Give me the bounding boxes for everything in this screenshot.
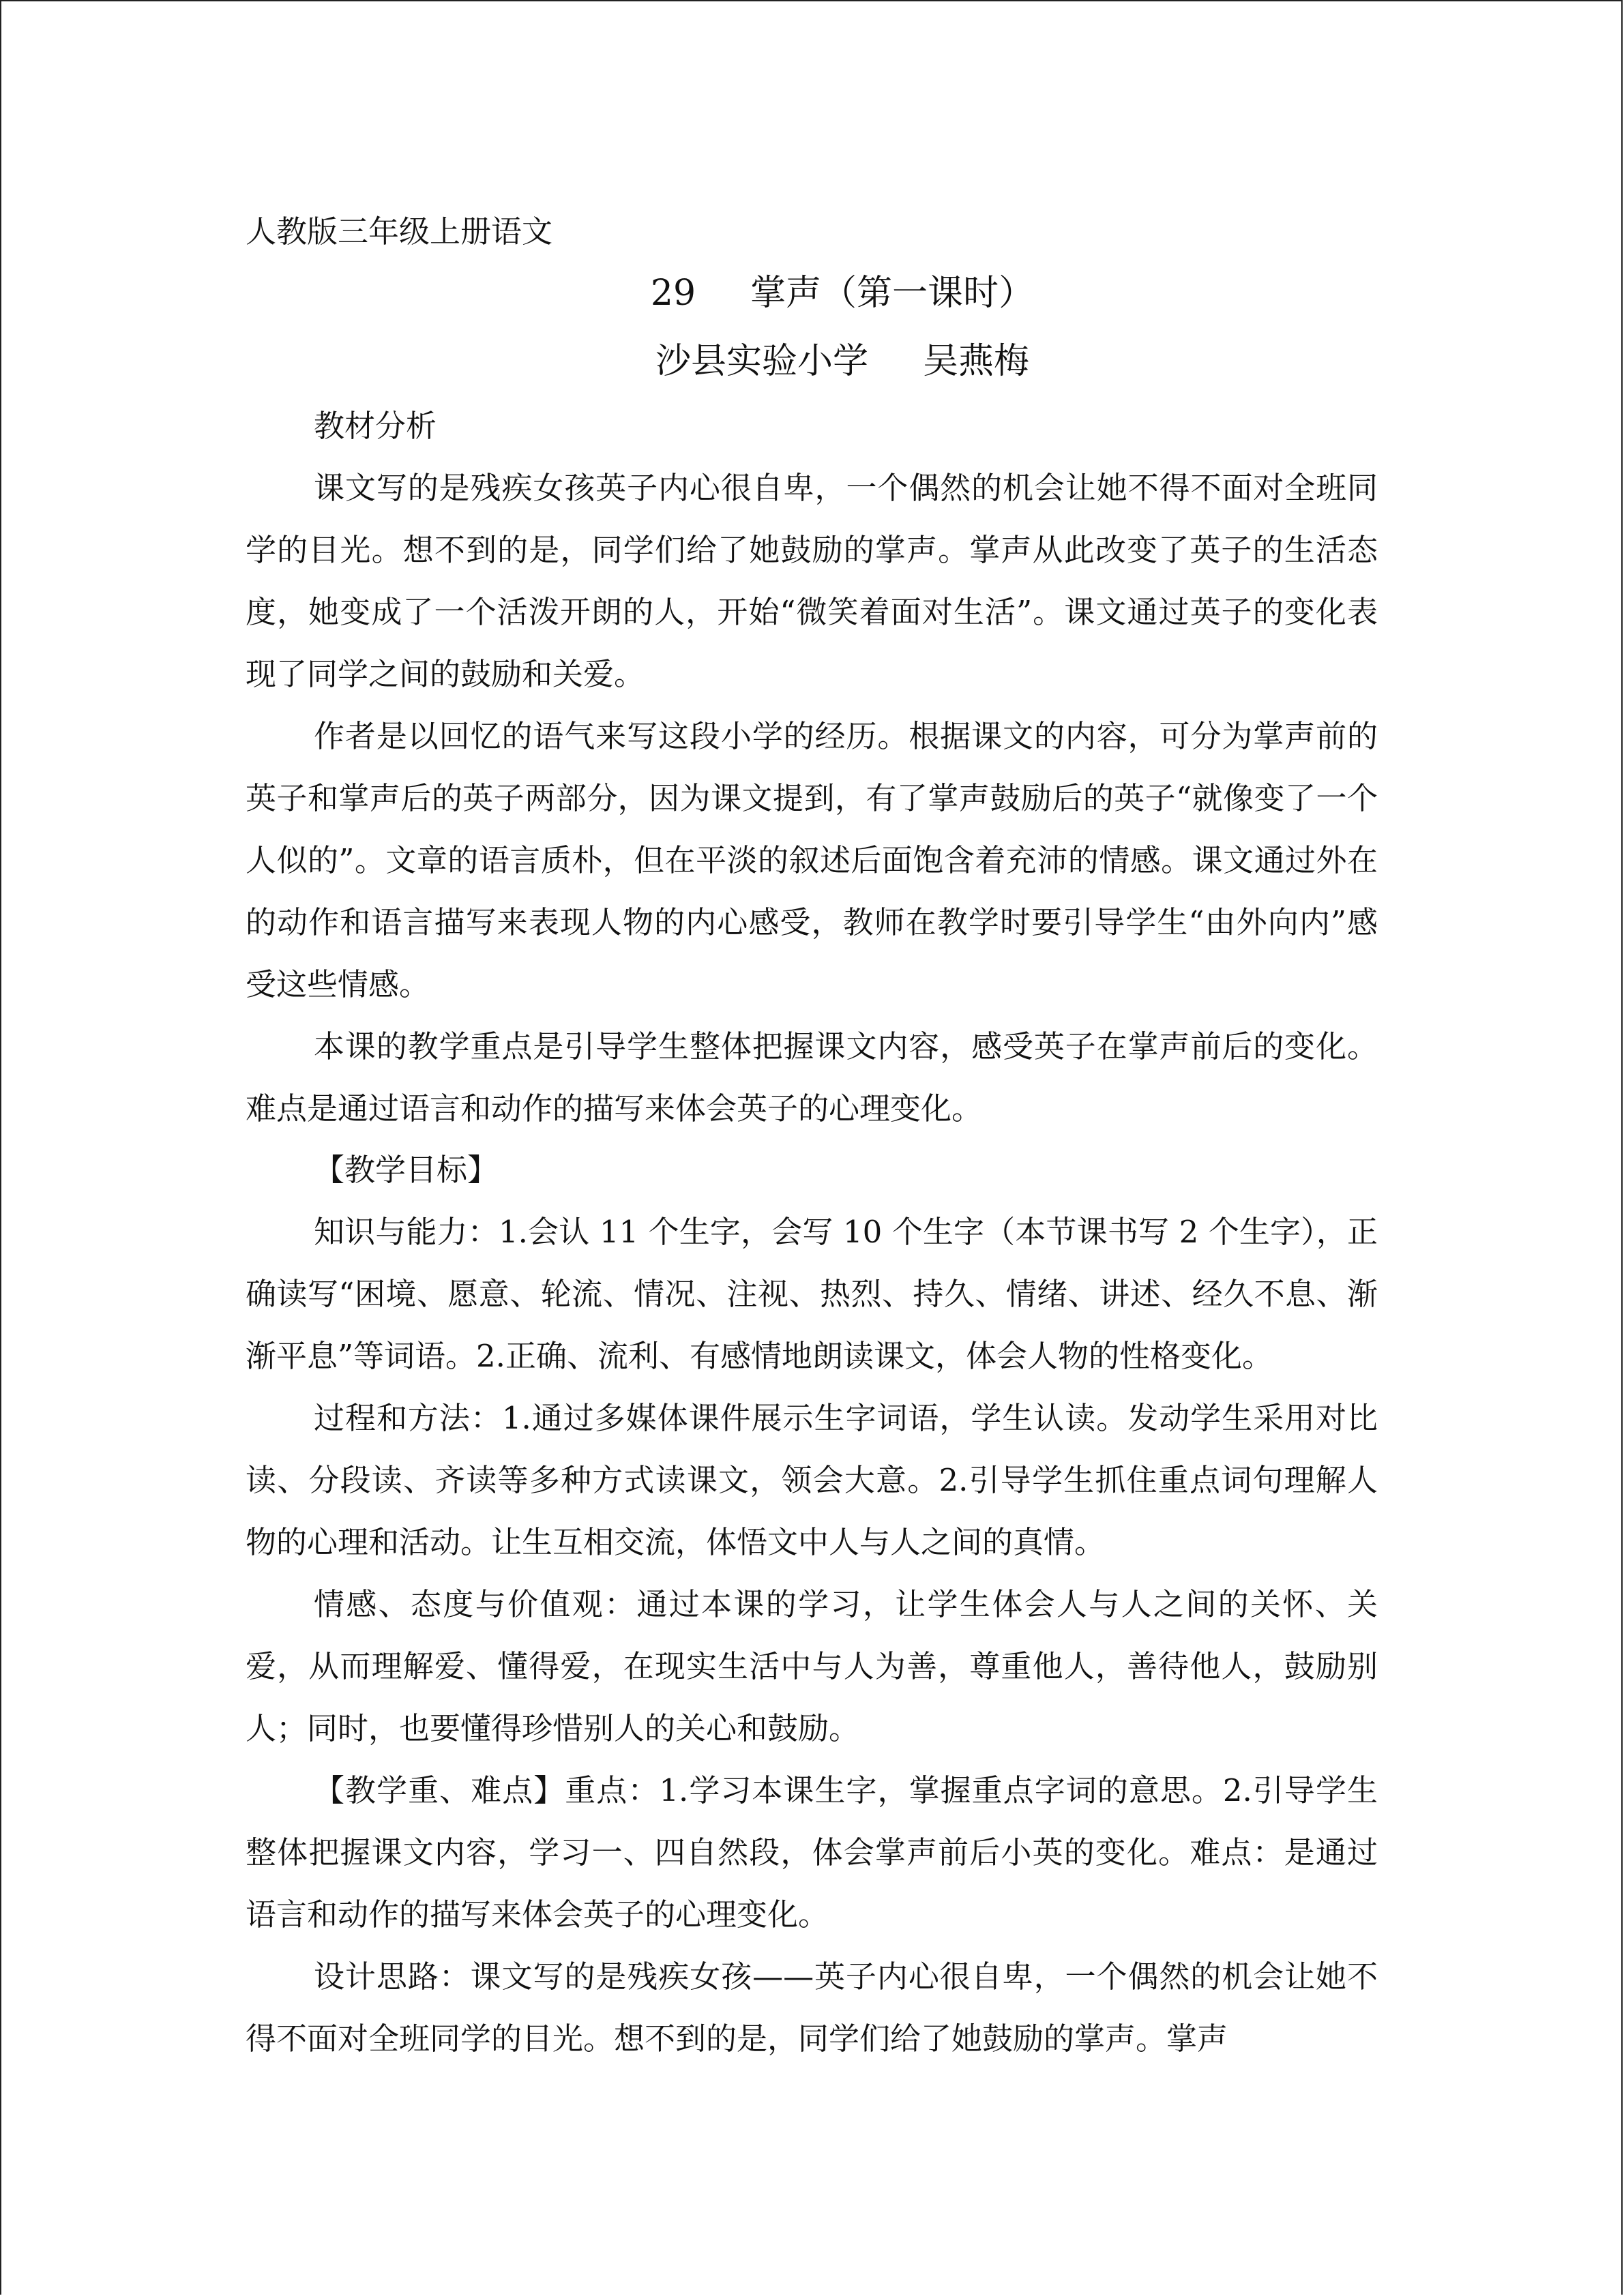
lesson-title: 掌声（第一课时） xyxy=(750,273,1035,314)
author-line xyxy=(246,327,1378,396)
paragraph-objective-emotion: 情感、态度与价值观：通过本课的学习，让学生体会人与人之间的关怀、关爱，从而理解爱、懂得爱，在现实生活中与人为善，尊重他人，善待他人，鼓励别人；同时，也要懂得珍惜别人的关心和鼓励。 xyxy=(246,1586,1378,1746)
paragraph-analysis-2: 作者是以回忆的语气来写这段小学的经历。根据课文的内容，可分为掌声前的英子和掌声后的英子两部分，因为课文提到，有了掌声鼓励后的英子“就像变了一个人似的”。文章的语言质朴，但在平淡的叙述后面饱含着充沛的情感。课文通过外在的动作和语言描写来表现人物的内心感受，教师在教学时要引导学生“由外向内”感受这些情感。 xyxy=(246,718,1378,1002)
paragraph-objective-process: 过程和方法：1.通过多媒体课件展示生字词语，学生认读。发动学生采用对比读、分段读、齐读等多种方式读课文，领会大意。2.引导学生抓住重点词句理解人物的心理和活动。让生互相交流，体悟文中人与人之间的真情。 xyxy=(246,1400,1378,1560)
lesson-number: 29 xyxy=(650,273,696,314)
paragraph-analysis-3: 本课的教学重点是引导学生整体把握课文内容，感受英子在掌声前后的变化。难点是通过语言和动作的描写来体会英子的心理变化。 xyxy=(246,1028,1378,1127)
document-page xyxy=(246,205,1378,2070)
paragraph-key-points: 【教学重、难点】重点：1.学习本课生字，掌握重点字词的意思。2.引导学生整体把握课文内容，学习一、四自然段，体会掌声前后小英的变化。难点：是通过语言和动作的描写来体会英子的心理变化。 xyxy=(246,1772,1378,1933)
paragraph-objective-knowledge: 知识与能力：1.会认 11 个生字，会写 10 个生字（本节课书写 2 个生字），正确读写“困境、愿意、轮流、情况、注视、热烈、持久、情绪、讲述、经久不息、渐渐平息”等词语。2.正确、流利、有感情地朗读课文，体会人物的性格变化。 xyxy=(246,1214,1378,1374)
paragraph-analysis-1: 课文写的是残疾女孩英子内心很自卑，一个偶然的机会让她不得不面对全班同学的目光。想不到的是，同学们给了她鼓励的掌声。掌声从此改变了英子的生活态度，她变成了一个活泼开朗的人，开始“微笑着面对生活”。课文通过英子的变化表现了同学之间的鼓励和关爱。 xyxy=(246,470,1378,692)
author-school: 沙县实验小学 xyxy=(655,341,868,382)
document-header: 人教版三年级上册语文 xyxy=(246,213,553,250)
page-title xyxy=(246,259,1378,327)
section-label-analysis: 教材分析 xyxy=(314,408,437,444)
author-name: 吴燕梅 xyxy=(923,341,1030,382)
paragraph-design-idea: 设计思路：课文写的是残疾女孩——英子内心很自卑，一个偶然的机会让她不得不面对全班同学的目光。想不到的是，同学们给了她鼓励的掌声。掌声 xyxy=(246,1958,1378,2057)
section-label-objectives: 【教学目标】 xyxy=(314,1152,499,1188)
